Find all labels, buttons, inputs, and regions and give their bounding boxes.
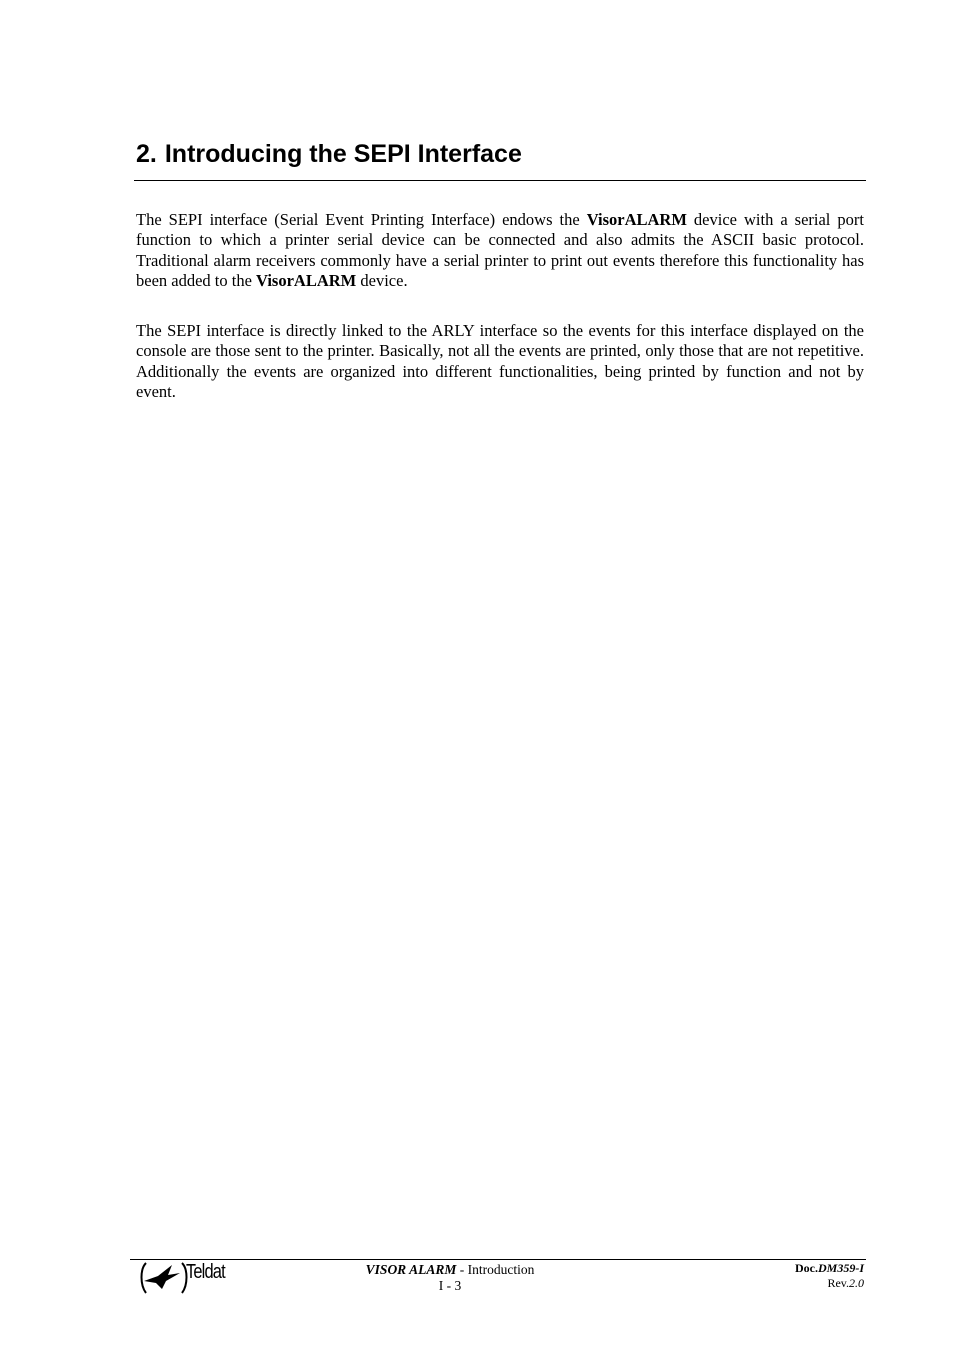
bird-logo-icon <box>138 1259 188 1297</box>
footer-page-number: I - 3 <box>438 1278 462 1293</box>
para1-product-name-2: VisorALARM <box>256 270 357 290</box>
para2-text-1: The SEPI interface is directly linked to the ARLY interface so the events for this interface displayed on the console are those sent to the printer. Basically, not all the events are printed, only those that are not repetitive. Additionally the events are organized into different functionalities, being printed by function and not by event. <box>136 321 864 401</box>
para1-product-name-1: VisorALARM <box>586 210 687 229</box>
paragraph-2 <box>136 321 864 402</box>
footer-center <box>330 1262 570 1294</box>
para1-text-1: The SEPI interface (Serial Event Printing Interface) endows the <box>136 210 587 229</box>
teldat-logo <box>138 1259 248 1297</box>
para1-text-3: device. <box>356 270 408 290</box>
footer-right <box>795 1261 864 1291</box>
heading-divider <box>134 180 866 181</box>
section-number: 2. <box>136 140 157 168</box>
rev-label: Rev. <box>827 1276 849 1290</box>
footer-doc-title: VISOR ALARM <box>365 1262 457 1277</box>
para1-text-2: device with a serial port function to which a printer serial device can be connected and also admits the ASCII basic protocol. Traditional alarm receivers commonly have a serial printer to print out events therefore this functionality has been added to the <box>136 210 864 290</box>
logo-wordmark: Teldat <box>186 1261 225 1283</box>
paragraph-1 <box>136 210 864 291</box>
section-title: Introducing the SEPI Interface <box>164 140 522 168</box>
footer-doc-section: - Introduction <box>456 1262 535 1277</box>
doc-id: DM359-I <box>817 1261 864 1275</box>
section-heading <box>136 138 866 170</box>
doc-label: Doc. <box>794 1261 818 1275</box>
rev-number: 2.0 <box>849 1276 864 1290</box>
